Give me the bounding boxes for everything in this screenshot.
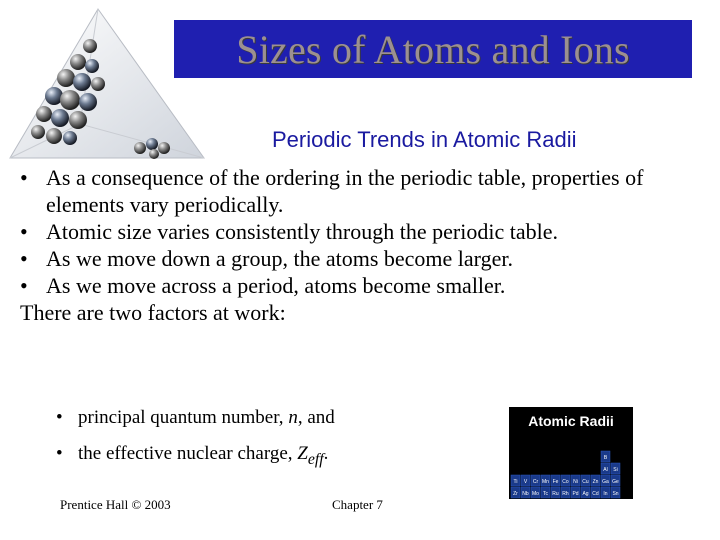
bullet-item [20, 218, 710, 245]
element-symbol: Rh [562, 491, 569, 497]
title-bar [174, 20, 692, 78]
bullet-dot: • [20, 219, 28, 244]
element-symbol: Nb [522, 491, 529, 497]
bullet-text: As a consequence of the ordering in the periodic table, properties of elements vary periodically. [46, 165, 644, 217]
bullet-dot: • [56, 443, 63, 464]
bullet-item [20, 164, 710, 218]
sub-bullet-text-suffix: , and [297, 407, 335, 428]
sub-bullet-item [56, 436, 335, 478]
element-symbol: Fe [552, 479, 559, 485]
quantum-number-symbol: n [288, 407, 298, 428]
sub-bullet-text-prefix: principal quantum number, [78, 407, 289, 428]
sub-bullet-item [56, 400, 335, 436]
element-symbol: Ag [582, 491, 589, 497]
bullet-dot: • [20, 273, 28, 298]
element-symbol: Mn [542, 479, 549, 485]
element-symbol: Ga [602, 479, 609, 485]
bullet-item [20, 272, 710, 299]
bullet-item [20, 245, 710, 272]
element-symbol: Al [603, 467, 608, 473]
element-symbol: Si [613, 467, 618, 473]
bullet-dot: • [56, 407, 63, 428]
bullet-text: As we move across a period, atoms become smaller. [46, 273, 506, 298]
element-symbol: Zn [592, 479, 599, 485]
bullet-dot: • [20, 246, 28, 271]
slide-title: Sizes of Atoms and Ions [236, 26, 630, 72]
element-symbol: Sn [612, 491, 619, 497]
footer-chapter: Chapter 7 [332, 497, 383, 512]
slide-subtitle: Periodic Trends in Atomic Radii [272, 127, 577, 152]
bullet-dot: • [20, 165, 28, 190]
sub-bullet-list [56, 400, 335, 478]
factors-intro-line: There are two factors at work: [20, 300, 286, 325]
element-symbol: V [523, 479, 528, 485]
element-symbol: Ti [513, 479, 518, 485]
bullet-list [20, 164, 710, 326]
sub-bullet-text-prefix: the effective nuclear charge, [78, 443, 298, 464]
element-symbol: Ni [573, 479, 578, 485]
element-symbol: Cu [582, 479, 589, 485]
atomic-radii-image-label: Atomic Radii [528, 413, 614, 429]
bullet-text: Atomic size varies consistently through the periodic table. [46, 219, 558, 244]
atomic-radii-grid [509, 407, 633, 499]
element-symbol: In [603, 491, 608, 497]
zeff-symbol: Z [297, 443, 308, 464]
sub-bullet-text-suffix: . [323, 443, 329, 464]
atomic-radii-image [509, 407, 633, 499]
zeff-subscript: eff [307, 450, 324, 468]
element-symbol: Cd [592, 491, 599, 497]
element-symbol: Pd [572, 491, 579, 497]
bullet-text: As we move down a group, the atoms become larger. [46, 246, 513, 271]
element-symbol: Mo [532, 491, 539, 497]
element-symbol: Zr [513, 491, 518, 497]
element-symbol: Cr [532, 479, 539, 485]
element-symbol: Ge [612, 479, 619, 485]
element-symbol: B [603, 455, 608, 461]
footer-copyright: Prentice Hall © 2003 [60, 497, 171, 512]
element-symbol: Ru [552, 491, 559, 497]
element-symbol: Tc [543, 491, 548, 497]
element-symbol: Co [562, 479, 569, 485]
